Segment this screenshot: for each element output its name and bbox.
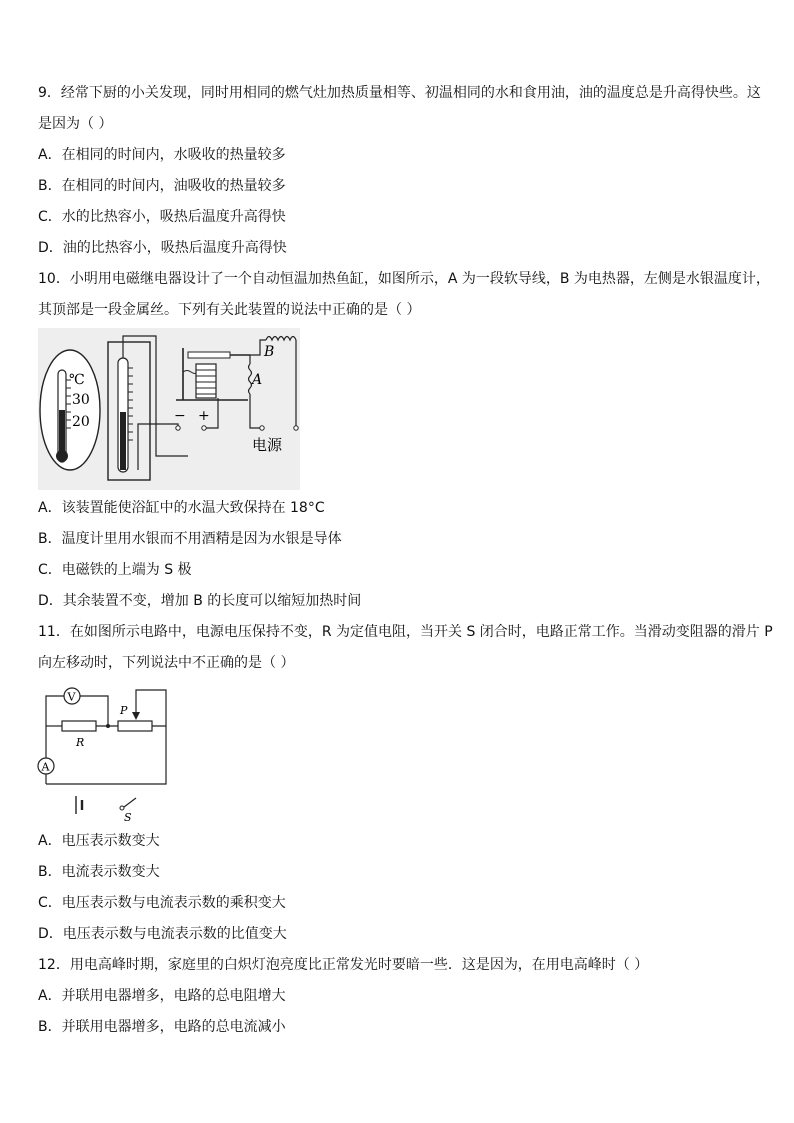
power-terminal-right bbox=[294, 426, 298, 430]
power-terminal-left bbox=[260, 426, 264, 430]
q10-stem-line2: 其顶部是一段金属丝。下列有关此装置的说法中正确的是（ ） bbox=[38, 302, 421, 318]
q10-option-c: C．电磁铁的上端为 S 极 bbox=[38, 562, 192, 578]
q9-stem-line1: 9．经常下厨的小关发现，同时用相同的燃气灶加热质量相等、初温相同的水和食用油，油的温度总是升高得快些。这 bbox=[38, 85, 761, 101]
q10-option-a: A．该装置能使浴缸中的水温大致保持在 18°C bbox=[38, 500, 325, 516]
label-plus: + bbox=[198, 408, 210, 424]
q11-option-b: B．电流表示数变大 bbox=[38, 864, 160, 880]
q11-stem-line1: 11．在如图所示电路中，电源电压保持不变，R 为定值电阻，当开关 S 闭合时，电路正常工作。当滑动变阻器的滑片 P bbox=[38, 624, 773, 640]
q9-option-d: D．油的比热容小，吸热后温度升高得快 bbox=[38, 240, 287, 256]
thermometer-bulb bbox=[56, 450, 68, 462]
terminal-plus bbox=[202, 426, 206, 430]
junction-node bbox=[106, 724, 110, 728]
ammeter-label: A bbox=[41, 760, 50, 774]
q9-option-a: A．在相同的时间内，水吸收的热量较多 bbox=[38, 147, 286, 163]
switch-pivot bbox=[120, 806, 124, 810]
tank-mercury bbox=[120, 412, 126, 470]
armature bbox=[188, 352, 230, 358]
label-s: S bbox=[124, 811, 132, 822]
label-r: R bbox=[76, 736, 85, 749]
slider-p bbox=[132, 712, 140, 720]
label-power-supply: 电源 bbox=[252, 436, 283, 454]
rheostat bbox=[118, 721, 152, 731]
q10-option-b: B．温度计里用水银而不用酒精是因为水银是导体 bbox=[38, 531, 342, 547]
q11-stem-line2: 向左移动时，下列说法中不正确的是（ ） bbox=[38, 655, 295, 671]
q12-option-a: A．并联用电器增多，电路的总电阻增大 bbox=[38, 988, 286, 1004]
q9-option-c: C．水的比热容小，吸热后温度升高得快 bbox=[38, 209, 286, 225]
resistor-r bbox=[62, 721, 96, 731]
q10-stem-line1: 10．小明用电磁继电器设计了一个自动恒温加热鱼缸，如图所示，A 为一段软导线，B 为电热器，左侧是水银温度计， bbox=[38, 271, 770, 287]
q11-figure bbox=[36, 682, 176, 822]
electromagnet bbox=[196, 364, 216, 398]
q9-option-b: B．在相同的时间内，油吸收的热量较多 bbox=[38, 178, 286, 194]
q12-stem-line1: 12．用电高峰时期，家庭里的白炽灯泡亮度比正常发光时要暗一些．这是因为，在用电高峰时（ ） bbox=[38, 957, 649, 973]
label-minus: − bbox=[174, 408, 186, 424]
magnifier-ellipse bbox=[40, 350, 100, 470]
relay-thermostat-diagram bbox=[38, 328, 300, 490]
label-a: A bbox=[252, 372, 263, 388]
q11-option-a: A．电压表示数变大 bbox=[38, 833, 160, 849]
terminal-minus bbox=[176, 426, 180, 430]
tick-20: 20 bbox=[72, 414, 90, 430]
q12-option-b: B．并联用电器增多，电路的总电流减小 bbox=[38, 1019, 286, 1035]
q11-option-c: C．电压表示数与电流表示数的乘积变大 bbox=[38, 895, 286, 911]
tick-30: 30 bbox=[72, 392, 90, 408]
label-p: P bbox=[120, 704, 128, 717]
q10-option-d: D．其余装置不变，增加 B 的长度可以缩短加热时间 bbox=[38, 593, 362, 609]
switch-s bbox=[124, 798, 136, 807]
voltmeter-label: V bbox=[67, 690, 76, 704]
circuit-diagram bbox=[36, 682, 176, 822]
q9-stem-line2: 是因为（ ） bbox=[38, 116, 113, 132]
unit-celsius: ℃ bbox=[69, 372, 85, 388]
label-b: B bbox=[264, 344, 275, 360]
q11-option-d: D．电压表示数与电流表示数的比值变大 bbox=[38, 926, 287, 942]
q10-figure bbox=[38, 328, 300, 490]
